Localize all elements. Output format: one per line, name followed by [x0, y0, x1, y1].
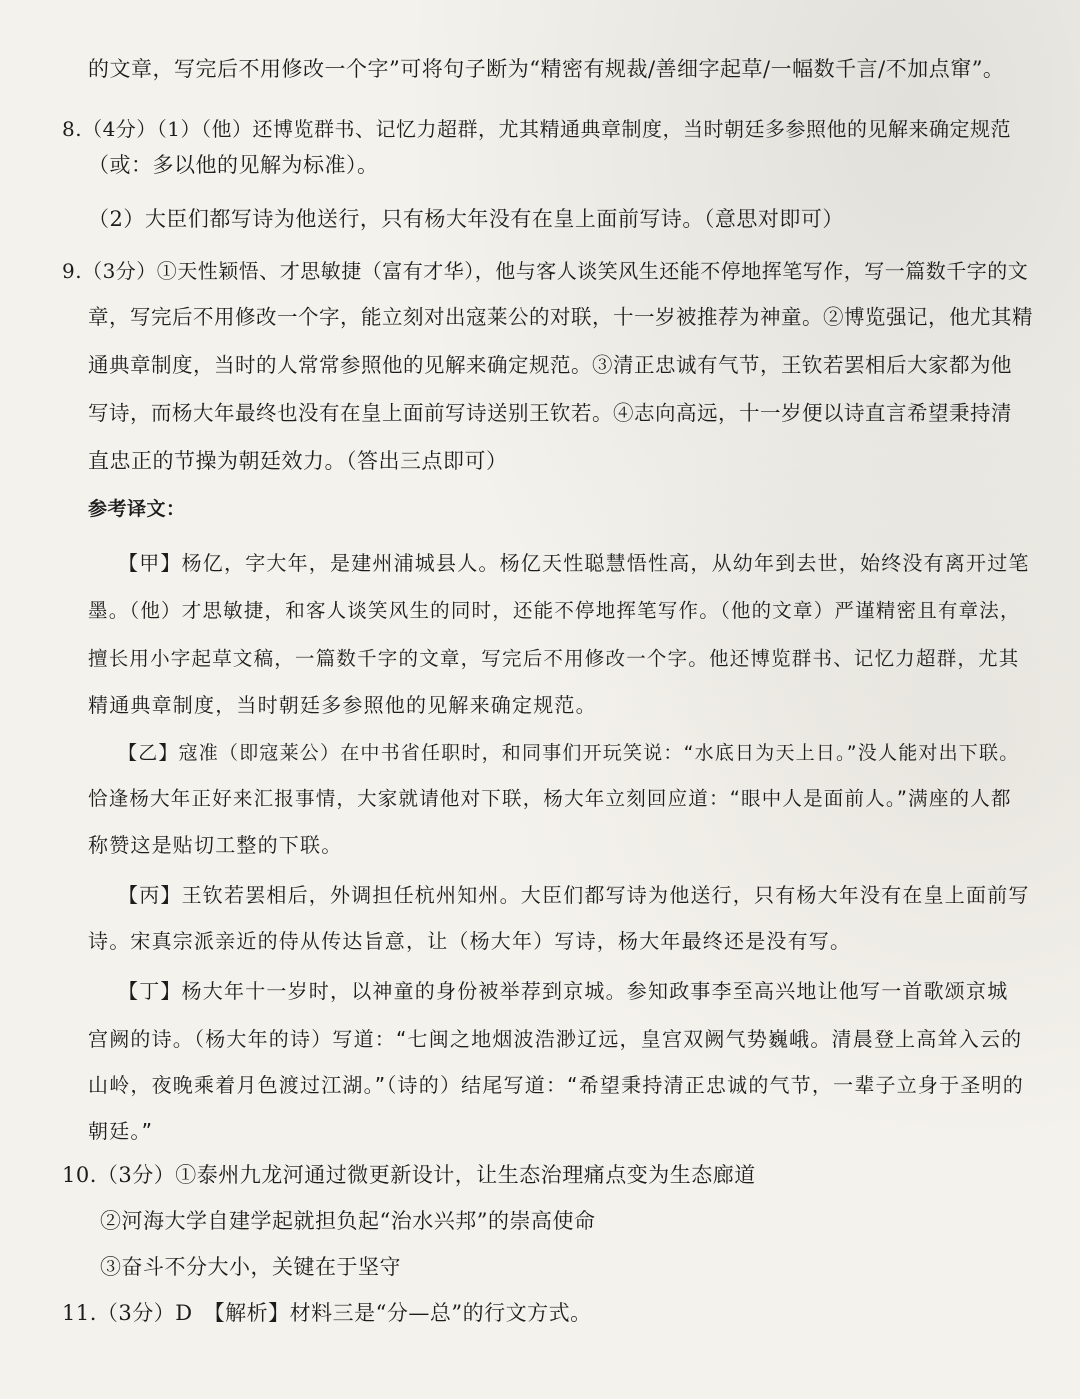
q9-answer-line4: 写诗，而杨大年最终也没有在皇上面前写诗送别王钦若。④志向高远，十一岁便以诗直言希望秉持清: [88, 401, 1012, 425]
q7-answer-continuation: 的文章，写完后不用修改一个字”可将句子断为“精密有规裁/善细字起草/一幅数千言/不加点窜”。: [88, 57, 1005, 81]
q9-answer-line5: 直忠正的节操为朝廷效力。（答出三点即可）: [88, 449, 508, 473]
translation-jia-line2: 墨。（他）才思敏捷，和客人谈笑风生的同时，还能不停地挥笔写作。（他的文章）严谨精密且有章法，: [88, 599, 1021, 622]
q8-answer-part2: （2）大臣们都写诗为他送行，只有杨大年没有在皇上面前写诗。（意思对即可）: [88, 207, 844, 231]
q9-answer-line1: 9.（3分）①天性颖悟、才思敏捷（富有才华），他与客人谈笑风生还能不停地挥笔写作，写一篇数千字的文: [62, 259, 1029, 283]
translation-ding-line4: 朝廷。”: [88, 1119, 154, 1143]
q10-answer-item2: ②河海大学自建学起就担负起“治水兴邦”的崇高使命: [100, 1209, 596, 1233]
q10-answer-item1: 10.（3分）①泰州九龙河通过微更新设计，让生态治理痛点变为生态廊道: [62, 1163, 756, 1187]
translation-jia-line3: 擅长用小字起草文稿，一篇数千字的文章，写完后不用修改一个字。他还博览群书、记忆力超群，尤其: [88, 647, 1020, 670]
translation-jia-line4: 精通典章制度，当时朝廷多参照他的见解来确定规范。: [88, 693, 597, 717]
translation-yi-line1: 【乙】寇准（即寇莱公）在中书省任职时，和同事们开玩笑说：“水底日为天上日。”没人能对出下联。: [118, 742, 1020, 764]
translation-ding-line1: 【丁】杨大年十一岁时，以神童的身份被举荐到京城。参知政事李至高兴地让他写一首歌颂京城: [118, 979, 1009, 1003]
translation-bing-line1: 【丙】王钦若罢相后，外调担任杭州知州。大臣们都写诗为他送行，只有杨大年没有在皇上面前写: [118, 883, 1030, 907]
q10-answer-item3: ③奋斗不分大小，关键在于坚守: [100, 1255, 401, 1279]
translation-yi-line2: 恰逢杨大年正好来汇报事情，大家就请他对下联，杨大年立刻回应道：“眼中人是面前人。”满座的人都: [88, 787, 1012, 810]
translation-bing-line2: 诗。宋真宗派亲近的侍从传达旨意，让（杨大年）写诗，杨大年最终还是没有写。: [88, 929, 852, 953]
reference-translation-heading: 参考译文：: [88, 498, 186, 520]
translation-ding-line3: 山岭，夜晚乘着月色渡过江湖。”（诗的）结尾写道：“希望秉持清正忠诚的气节，一辈子立身于圣明的: [88, 1073, 1024, 1097]
q9-answer-line2: 章，写完后不用修改一个字，能立刻对出寇莱公的对联，十一岁被推荐为神童。②博览强记，他尤其精: [88, 305, 1033, 329]
translation-yi-line3: 称赞这是贴切工整的下联。: [88, 833, 343, 857]
q8-answer-part1: 8.（4分）（1）（他）还博览群书、记忆力超群，尤其精通典章制度，当时朝廷多参照他的见解来确定规范: [62, 117, 1012, 141]
q8-answer-part1-cont: （或：多以他的见解为标准）。: [88, 153, 379, 177]
q11-answer: 11.（3分）D 【解析】材料三是“分—总”的行文方式。: [62, 1301, 592, 1325]
translation-ding-line2: 宫阙的诗。（杨大年的诗）写道：“七闽之地烟波浩渺辽远，皇宫双阙气势巍峨。清晨登上高耸入云的: [88, 1027, 1023, 1051]
translation-jia-line1: 【甲】杨亿，字大年，是建州浦城县人。杨亿天性聪慧悟性高，从幼年到去世，始终没有离开过笔: [118, 551, 1030, 575]
q9-answer-line3: 通典章制度，当时的人常常参照他的见解来确定规范。③清正忠诚有气节，王钦若罢相后大家都为他: [88, 353, 1012, 377]
